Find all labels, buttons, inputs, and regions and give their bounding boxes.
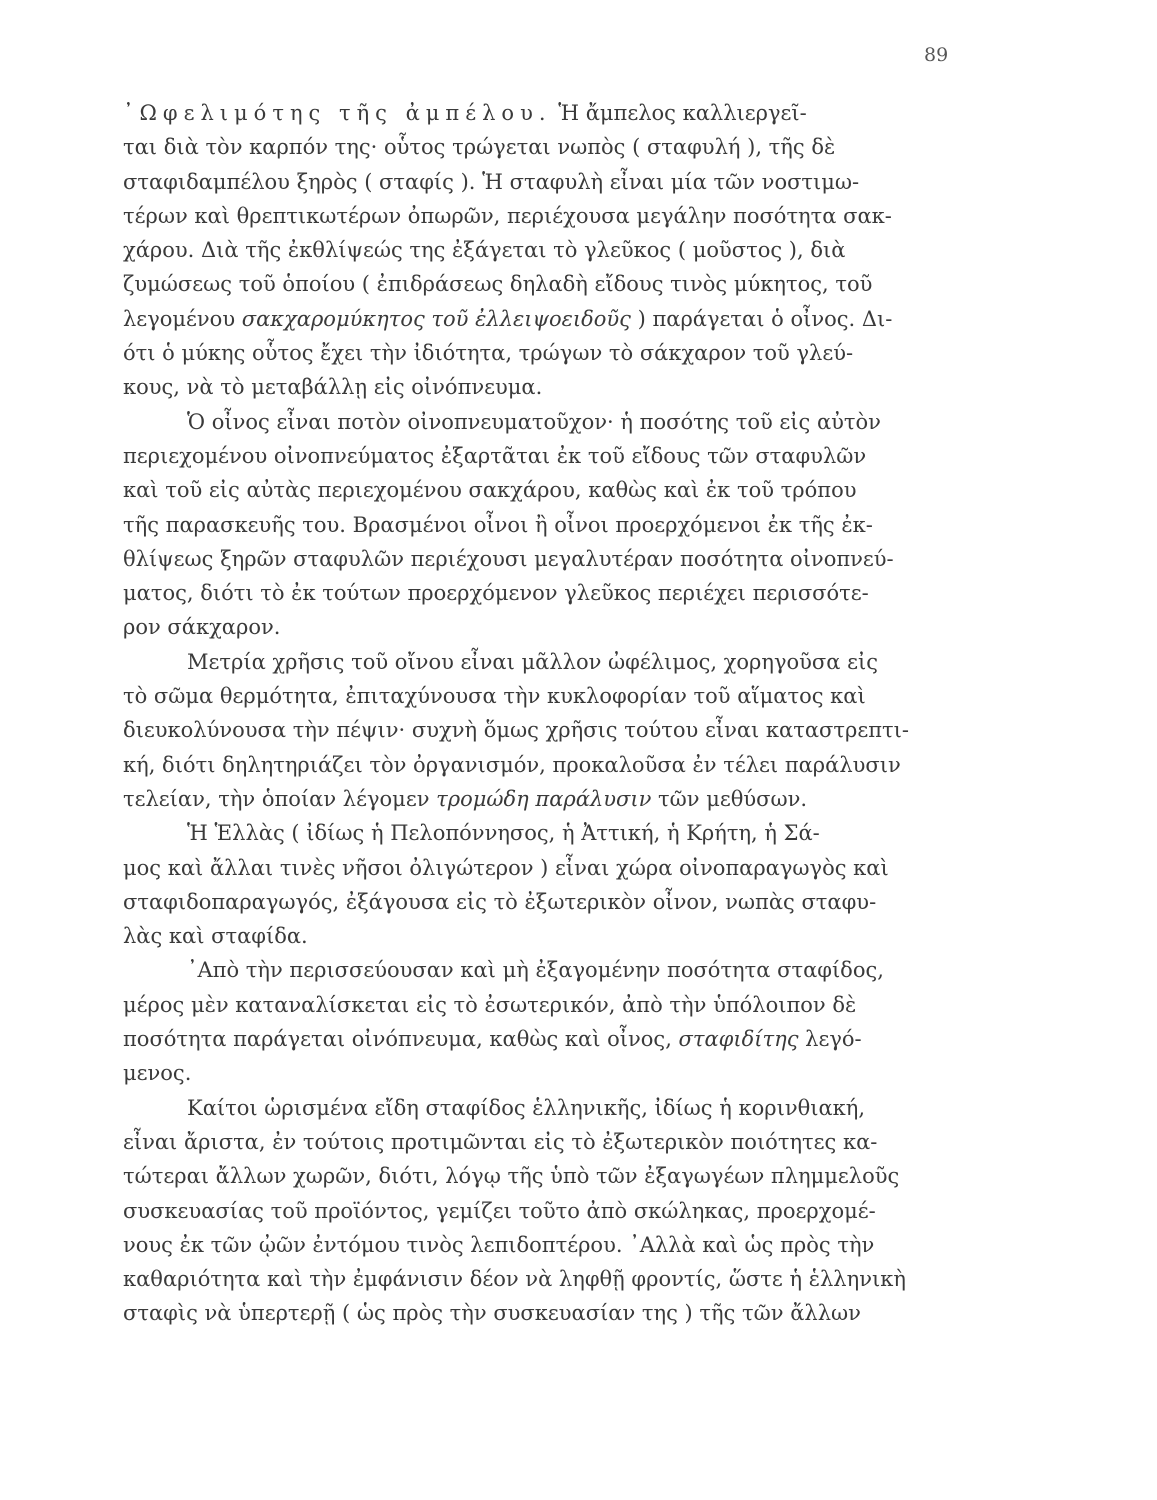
text-line: [123, 1125, 963, 1159]
text-line: [123, 199, 963, 233]
text-line: [123, 336, 963, 370]
text-segment: ) παράγεται ὁ οἶνος. Δι-: [630, 306, 893, 331]
text-line: [123, 713, 963, 747]
body-text: [123, 96, 963, 1331]
text-segment: Ἡ Ἑλλὰς ( ἰδίως ἡ Πελοπόννησος, ἡ Ἀττική, ἡ Κρήτη, ἡ Σά-: [187, 821, 820, 846]
text-line: [123, 988, 963, 1022]
text-line: [123, 748, 963, 782]
text-line: [123, 953, 963, 987]
text-line: [123, 1296, 963, 1330]
text-segment: τελείαν, τὴν ὁποίαν λέγομεν: [123, 786, 437, 811]
text-segment: σταφιδαμπέλου ξηρὸς ( σταφίς ). Ἡ σταφυλὴ εἶναι μία τῶν νοστιμω-: [123, 169, 860, 194]
italic-term: σταφιδίτης: [678, 1027, 799, 1052]
text-segment: ρον σάκχαρον.: [123, 615, 281, 640]
text-segment: ζυμώσεως τοῦ ὁποίου ( ἐπιδράσεως δηλαδὴ εἴδους τινὸς μύκητος, τοῦ: [123, 272, 873, 297]
text-line: [123, 542, 963, 576]
page-number: 89: [924, 44, 949, 66]
text-segment: σταφὶς νὰ ὑπερτερῇ ( ὡς πρὸς τὴν συσκευασίαν της ) τῆς τῶν ἄλλων: [123, 1301, 861, 1326]
text-segment: Καίτοι ὡρισμένα εἴδη σταφίδος ἑλληνικῆς, ἰδίως ἡ κορινθιακή,: [187, 1095, 866, 1120]
text-segment: ποσότητα παράγεται οἰνόπνευμα, καθὼς καὶ οἶνος,: [123, 1027, 679, 1052]
text-segment: ᾽Απὸ τὴν περισσεύουσαν καὶ μὴ ἐξαγομένην ποσότητα σταφίδος,: [187, 958, 884, 983]
text-line: [123, 302, 963, 336]
text-segment: καθαριότητα καὶ τὴν ἐμφάνισιν δέον νὰ ληφθῇ φροντίς, ὥστε ἡ ἑλληνικὴ: [123, 1267, 906, 1292]
text-segment: ότι ὁ μύκης οὗτος ἔχει τὴν ἰδιότητα, τρώγων τὸ σάκχαρον τοῦ γλεύ-: [123, 341, 854, 366]
text-segment: συσκευασίας τοῦ προϊόντος, γεμίζει τοῦτο ἀπὸ σκώληκας, προερχομέ-: [123, 1198, 876, 1223]
text-segment: νους ἐκ τῶν ᾠῶν ἐντόμου τινὸς λεπιδοπτέρου. ᾽Αλλὰ καὶ ὡς πρὸς τὴν: [123, 1232, 875, 1257]
text-segment: εἶναι ἄριστα, ἐν τούτοις προτιμῶνται εἰς τὸ ἐξωτερικὸν ποιότητες κα-: [123, 1129, 878, 1154]
text-line: [123, 1228, 963, 1262]
section-heading: ᾽Ωφελιμότης τῆς ἀμπέλου.: [123, 101, 552, 125]
text-line: [123, 1159, 963, 1193]
text-line: [123, 885, 963, 919]
text-line: [123, 439, 963, 473]
text-line: [123, 782, 963, 816]
text-line: [123, 508, 963, 542]
text-line: [123, 1262, 963, 1296]
text-line: [123, 679, 963, 713]
italic-term: σακχαρομύκητος τοῦ ἐλλειψοειδοῦς: [241, 306, 631, 331]
text-line: [123, 1194, 963, 1228]
text-line: [123, 919, 963, 953]
text-segment: ματος, διότι τὸ ἐκ τούτων προερχόμενον γλεῦκος περιέχει περισσότε-: [123, 581, 869, 606]
text-segment: μενος.: [123, 1061, 192, 1086]
text-segment: τῆς παρασκευῆς του. Βρασμένοι οἶνοι ἢ οἶνοι προερχόμενοι ἐκ τῆς ἐκ-: [123, 512, 873, 537]
text-segment: θλίψεως ξηρῶν σταφυλῶν περιέχουσι μεγαλυτέραν ποσότητα οἰνοπνεύ-: [123, 546, 894, 571]
text-segment: λεγομένου: [123, 306, 242, 331]
text-line: [123, 816, 963, 850]
text-segment: καὶ τοῦ εἰς αὐτὰς περιεχομένου σακχάρου, καθὼς καὶ ἐκ τοῦ τρόπου: [123, 478, 857, 503]
text-segment: τὸ σῶμα θερμότητα, ἐπιταχύνουσα τὴν κυκλοφορίαν τοῦ αἵματος καὶ: [123, 684, 866, 709]
text-segment: μέρος μὲν καταναλίσκεται εἰς τὸ ἐσωτερικόν, ἀπὸ τὴν ὑπόλοιπον δὲ: [123, 992, 857, 1017]
text-line: [123, 1056, 963, 1090]
text-segment: χάρου. Διὰ τῆς ἐκθλίψεώς της ἐξάγεται τὸ γλεῦκος ( μοῦστος ), διὰ: [123, 238, 846, 263]
text-segment: λὰς καὶ σταφίδα.: [123, 924, 308, 949]
text-segment: περιεχομένου οἰνοπνεύματος ἐξαρτᾶται ἐκ τοῦ εἴδους τῶν σταφυλῶν: [123, 443, 867, 468]
text-line: [123, 96, 963, 130]
text-segment: κους, νὰ τὸ μεταβάλλῃ εἰς οἰνόπνευμα.: [123, 375, 543, 400]
text-line: [123, 165, 963, 199]
text-segment: μος καὶ ἄλλαι τινὲς νῆσοι ὀλιγώτερον ) εἶναι χώρα οἰνοπαραγωγὸς καὶ: [123, 855, 889, 880]
text-segment: ται διὰ τὸν καρπόν της· οὗτος τρώγεται νωπὸς ( σταφυλή ), τῆς δὲ: [123, 135, 836, 160]
text-segment: λεγό-: [798, 1027, 862, 1052]
text-line: [123, 233, 963, 267]
text-segment: κή, διότι δηλητηριάζει τὸν ὀργανισμόν, προκαλοῦσα ἐν τέλει παράλυσιν: [123, 752, 901, 777]
text-segment: Ἡ ἄμπελος καλλιεργεῖ-: [551, 101, 807, 125]
text-line: [123, 130, 963, 164]
text-segment: σταφιδοπαραγωγός, ἐξάγουσα εἰς τὸ ἐξωτερικὸν οἶνον, νωπὰς σταφυ-: [123, 889, 877, 914]
text-segment: τέρων καὶ θρεπτικωτέρων ὀπωρῶν, περιέχουσα μεγάλην ποσότητα σακ-: [123, 203, 892, 228]
text-line: [123, 610, 963, 644]
text-segment: Μετρία χρῆσις τοῦ οἴνου εἶναι μᾶλλον ὠφέλιμος, χορηγοῦσα εἰς: [187, 649, 879, 674]
text-line: [123, 1091, 963, 1125]
text-line: [123, 267, 963, 301]
text-line: [123, 405, 963, 439]
text-segment: τῶν μεθύσων.: [651, 786, 808, 811]
text-line: [123, 576, 963, 610]
text-line: [123, 645, 963, 679]
italic-term: τρομώδη παράλυσιν: [436, 786, 652, 811]
text-line: [123, 851, 963, 885]
text-segment: διευκολύνουσα τὴν πέψιν· συχνὴ ὅμως χρῆσις τούτου εἶναι καταστρεπτι-: [123, 718, 909, 743]
text-segment: Ὁ οἶνος εἶναι ποτὸν οἰνοπνευματοῦχον· ἡ ποσότης τοῦ εἰς αὐτὸν: [187, 409, 881, 434]
text-line: [123, 1022, 963, 1056]
text-line: [123, 473, 963, 507]
text-line: [123, 370, 963, 404]
text-segment: τώτεραι ἄλλων χωρῶν, διότι, λόγῳ τῆς ὑπὸ τῶν ἐξαγωγέων πλημμελοῦς: [123, 1164, 900, 1189]
